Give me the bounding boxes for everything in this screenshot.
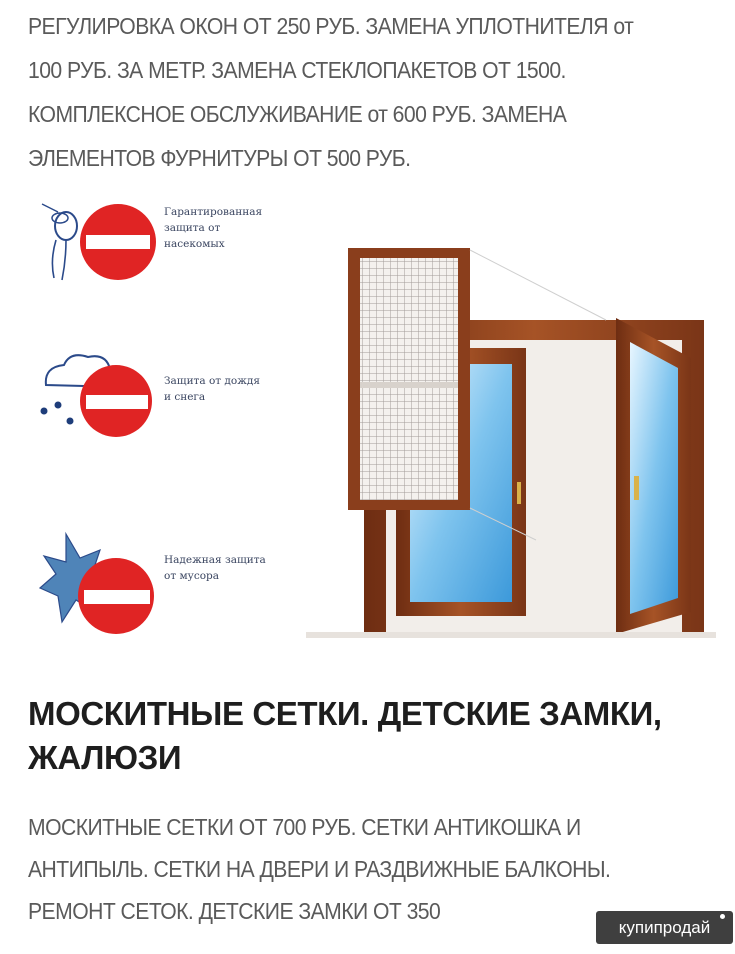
mosquito-net-mesh: [360, 258, 458, 500]
handle-left-icon: [517, 482, 521, 504]
watermark-text: купипродай: [618, 918, 711, 937]
watermark-badge: [596, 911, 733, 944]
section-heading: МОСКИТНЫЕ СЕТКИ. ДЕТСКИЕ ЗАМКИ, ЖАЛЮЗИ: [28, 695, 662, 776]
window-with-net: [306, 240, 716, 640]
feature-rain-label: Защита от дождя и снега: [164, 375, 260, 403]
mosquito-icon: [42, 204, 77, 280]
feature-rain: [36, 345, 260, 440]
feature-insects: [36, 200, 263, 290]
handle-right-icon: [634, 476, 639, 500]
intro-text: РЕГУЛИРОВКА ОКОН ОТ 250 РУБ. ЗАМЕНА УПЛОТНИТЕЛЯ от 100 РУБ. ЗА МЕТР. ЗАМЕНА СТЕКЛОПАКЕТОВ ОТ 1500. КОМПЛЕКСНОЕ ОБСЛУЖИВАНИЕ от 600 РУБ. ЗАМЕНА ЭЛЕМЕНТОВ ФУРНИТУРЫ ОТ 500 РУБ.: [28, 13, 634, 171]
feature-debris: [36, 528, 266, 638]
section-body: МОСКИТНЫЕ СЕТКИ ОТ 700 РУБ. СЕТКИ АНТИКОШКА И АНТИПЫЛЬ. СЕТКИ НА ДВЕРИ И РАЗДВИЖНЫЕ БАЛКОНЫ. РЕМОНТ СЕТОК. ДЕТСКИЕ ЗАМКИ ОТ 350: [28, 814, 611, 924]
feature-debris-label: Надежная защита от мусора: [164, 554, 266, 582]
feature-insects-label: Гарантированная защита от насекомых: [164, 206, 263, 250]
mosquito-net-illustration: [36, 190, 716, 640]
watermark-dot-icon: [720, 914, 725, 919]
